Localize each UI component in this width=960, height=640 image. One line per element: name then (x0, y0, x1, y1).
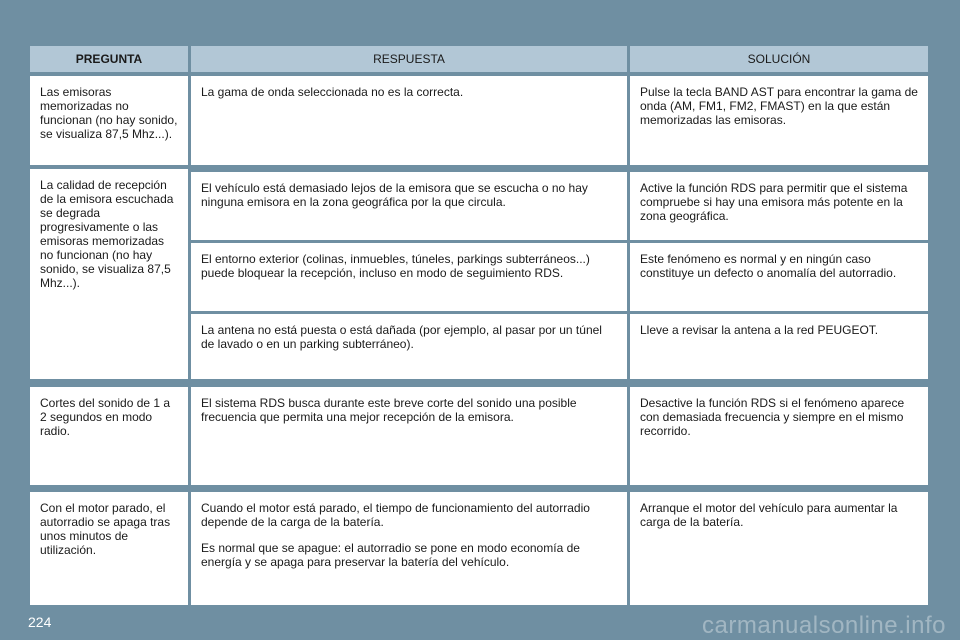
answer-text: Es normal que se apague: el autorradio se pone en modo economía de energía y se apaga para preservar la batería del vehículo. (201, 541, 580, 569)
question-cell (30, 492, 188, 605)
solution-text: Arranque el motor del vehículo para aumentar la carga de la batería. (640, 501, 898, 529)
answer-text: El entorno exterior (colinas, inmuebles, túneles, parkings subterráneos...) puede bloquear la recepción, incluso en modo de seguimiento RDS. (201, 252, 590, 280)
question-text: Cortes del sonido de 1 a 2 segundos en modo radio. (40, 396, 171, 438)
answer-text: La antena no está puesta o está dañada (por ejemplo, al pasar por un túnel de lavado o en un parking subterráneo). (201, 323, 602, 351)
solution-cell (630, 243, 928, 311)
answer-text: El vehículo está demasiado lejos de la emisora que se escucha o no hay ninguna emisora en la zona geográfica por la que circula. (201, 181, 588, 209)
solution-text: Este fenómeno es normal y en ningún caso constituye un defecto o anomalía del autorradio. (640, 252, 897, 280)
answer-cell (191, 314, 627, 379)
solution-text: Active la función RDS para permitir que el sistema compruebe si hay una emisora más potente en la zona geográfica. (640, 181, 908, 223)
answer-cell (191, 76, 627, 165)
watermark: carmanualsonline.info (702, 612, 946, 639)
solution-text: Desactive la función RDS si el fenómeno aparece con demasiada frecuencia y siempre en el mismo recorrido. (640, 396, 905, 438)
solution-cell (630, 492, 928, 605)
solution-cell (630, 387, 928, 485)
solution-cell (630, 76, 928, 165)
question-text: Las emisoras memorizadas no funcionan (no hay sonido, se visualiza 87,5 Mhz...). (40, 85, 178, 141)
answer-cell (191, 492, 627, 605)
question-cell (30, 169, 188, 379)
answer-cell (191, 243, 627, 311)
answer-cell (191, 172, 627, 240)
question-cell (30, 387, 188, 485)
header-solucion: SOLUCIÓN (630, 46, 928, 72)
answer-text: La gama de onda seleccionada no es la correcta. (201, 85, 464, 99)
answer-text: Cuando el motor está parado, el tiempo de funcionamiento del autorradio depende de la carga de la batería. (201, 501, 590, 529)
solution-text: Pulse la tecla BAND AST para encontrar la gama de onda (AM, FM1, FM2, FMAST) en la que están memorizadas las emisoras. (640, 85, 918, 127)
header-pregunta: PREGUNTA (30, 46, 188, 72)
answer-text: El sistema RDS busca durante este breve corte del sonido una posible frecuencia que permita una mejor recepción de la emisora. (201, 396, 577, 424)
solution-cell (630, 172, 928, 240)
solution-cell (630, 314, 928, 379)
question-text: Con el motor parado, el autorradio se apaga tras unos minutos de utilización. (40, 501, 171, 557)
header-respuesta: RESPUESTA (191, 46, 627, 72)
question-cell (30, 76, 188, 165)
answer-cell (191, 387, 627, 485)
question-text: La calidad de recepción de la emisora escuchada se degrada progresivamente o las emisoras memorizadas no funcionan (no hay sonido, se visualiza 87,5 Mhz...). (40, 178, 174, 290)
solution-text: Lleve a revisar la antena a la red PEUGEOT. (640, 323, 879, 337)
page-number: 224 (28, 614, 52, 630)
